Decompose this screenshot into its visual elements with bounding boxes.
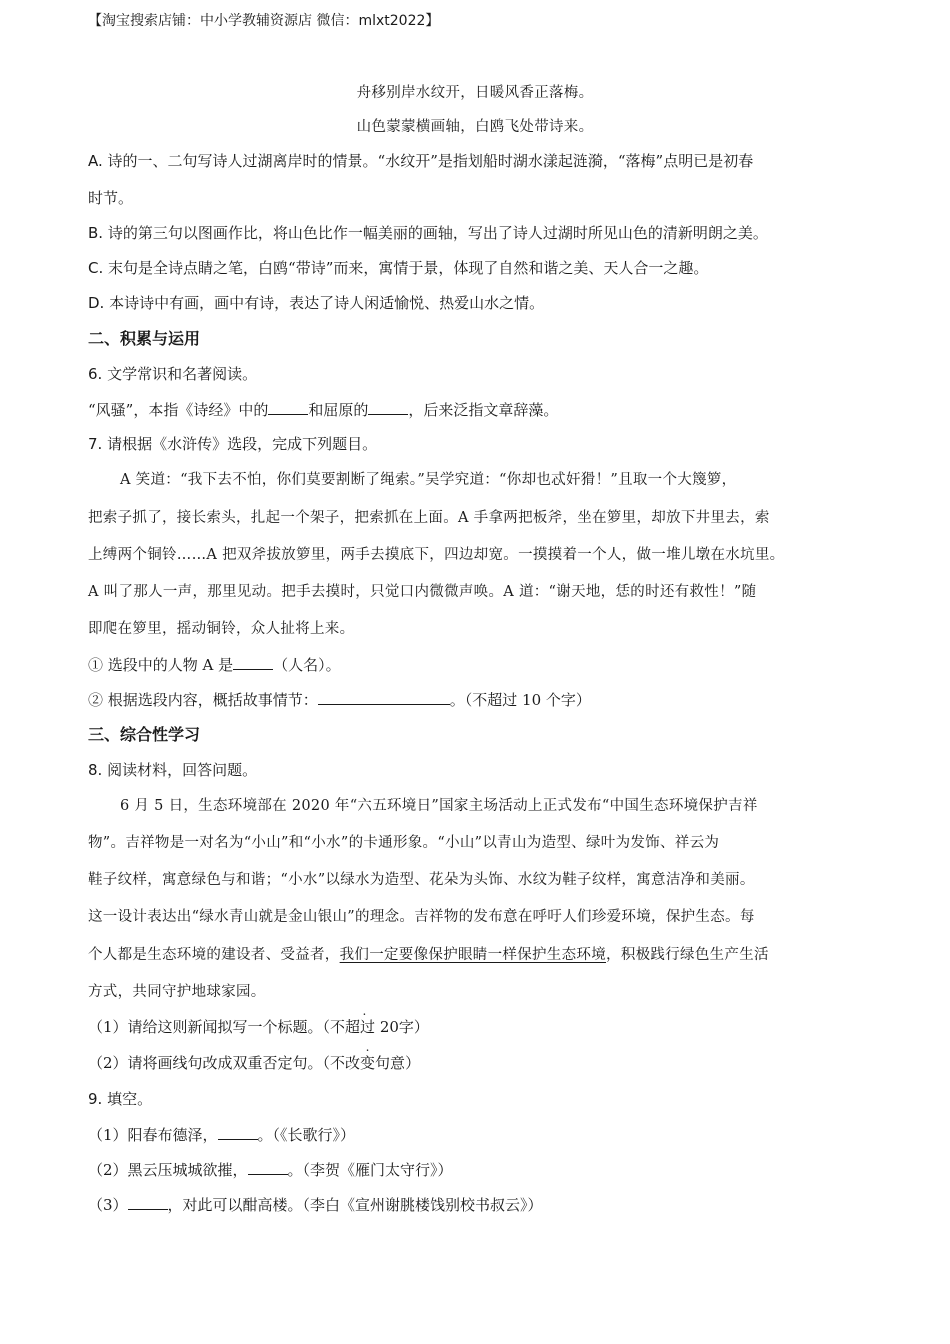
poem-line-2: 山色蒙蒙横画轴，白鸥飞处带诗来。 (356, 119, 594, 135)
q9-s3-text-a: （3） (88, 1196, 128, 1214)
section-2-title: 二、积累与运用 (88, 329, 201, 348)
q7-passage-line-3: 上缚两个铜铃……A 把双斧拔放箩里，两手去摸底下，四边却宽。一摸摸着一个人，做一堆儿墩在水坑里。 (88, 547, 785, 563)
q9-item-3 (88, 1194, 543, 1215)
q8-sub2-emphasis: . 不改变句意 (330, 1054, 405, 1072)
q6-blank-2[interactable] (368, 399, 408, 415)
q8-number: 8. (88, 761, 103, 779)
q8-title: 阅读材料，回答问题。 (107, 761, 258, 779)
q6-blank-1[interactable] (268, 399, 308, 415)
q8-sub1-text-b: 字） (398, 1018, 429, 1036)
q8-sub1-text-a: （1）请给这则新闻拟写一个标题。（ (88, 1018, 331, 1036)
option-d (88, 293, 544, 313)
option-d-label: D. (88, 294, 105, 312)
q9-item-1 (88, 1124, 355, 1145)
option-d-text: 本诗诗中有画，画中有诗，表达了诗人闲适愉悦、热爱山水之情。 (109, 294, 545, 312)
q9-s1-text-b: 。（《长歌行》） (257, 1126, 356, 1144)
q7-sub2-text-b: 。（不超过 10 个字） (449, 691, 591, 709)
option-c (88, 258, 708, 278)
poem-line-1: 舟移别岸水纹开，日暖风香正落梅。 (356, 85, 594, 101)
q9-s1-blank[interactable] (218, 1124, 258, 1140)
q7-passage-line-2: 把索子抓了，接长索头，扎起一个架子，把索抓在上面。A 手拿两把板斧，坐在箩里，却放下井里去，索 (88, 510, 770, 526)
q8-underlined-sentence: 我们一定要像保护眼睛一样保护生态环境 (339, 947, 607, 963)
shop-header: 【淘宝搜索店铺：中小学教辅资源店 微信：mlxt2022】 (88, 13, 440, 29)
q9-s2-blank[interactable] (248, 1159, 288, 1175)
q7-passage-line-4: A 叫了那人一声，那里见动。把手去摸时，只觉口内微微声唤。A 道：“谢天地，恁的时还有救性！”随 (88, 584, 757, 600)
q6-text-a: “风骚”，本指《诗经》中的 (88, 401, 269, 419)
q7-subquestion-1 (88, 654, 341, 675)
question-6 (88, 364, 257, 384)
q8-line5-text-a: 个人都是生态环境的建设者、受益者， (88, 947, 340, 963)
option-b-text: 诗的第三句以图画作比，将山色比作一幅美丽的画轴，写出了诗人过湖时所见山色的清新明朗之美。 (107, 224, 768, 242)
option-a-text-cont: 时节。 (88, 189, 134, 207)
q7-number: 7. (88, 435, 103, 453)
q9-s2-text-b: 。（李贺《雁门太守行》） (287, 1161, 453, 1179)
q8-subquestion-2 (88, 1053, 420, 1073)
q8-material-line-3: 鞋子纹样，寓意绿色与和谐；“小水”以绿水为造型、花朵为头饰、水纹为鞋子纹样，寓意洁净和美丽。 (88, 872, 755, 888)
q8-material-line-4: 这一设计表达出“绿水青山就是金山银山”的理念。吉祥物的发布意在呼吁人们珍爱环境，保护生态。每 (88, 909, 755, 925)
q7-sub2-text-a: ② 根据选段内容，概括故事情节： (88, 691, 318, 709)
q9-s3-text-b: ，对此可以酣高楼。（李白《宣州谢朓楼饯别校书叔云》） (167, 1196, 543, 1214)
q7-passage-line-1: A 笑道：“我下去不怕，你们莫要割断了绳索。”吴学究道：“你却也忒奸猾！”且取一个大篾箩， (120, 472, 737, 488)
q7-sub1-text-b: （人名）。 (273, 656, 341, 674)
option-c-label: C. (88, 259, 104, 277)
q8-material-line-2: 物”。吉祥物是一对名为“小山”和“小水”的卡通形象。“小山”以青山为造型、绿叶为发饰、祥云为 (88, 835, 720, 851)
q8-sub2-text-b: ） (405, 1054, 421, 1072)
q7-sub2-blank[interactable] (318, 689, 450, 705)
option-c-text: 末句是全诗点睛之笔，白鸥“带诗”而来，寓情于景，体现了自然和谐之美、天人合一之趣。 (108, 259, 709, 277)
option-a-text: 诗的一、二句写诗人过湖离岸时的情景。“水纹开”是指划船时湖水漾起涟漪，“落梅”点明已是初春 (107, 152, 754, 170)
q8-subquestion-1 (88, 1017, 429, 1037)
option-b-label: B. (88, 224, 104, 242)
option-a-label: A. (88, 152, 103, 170)
section-3-title: 三、综合性学习 (88, 725, 201, 744)
q7-title: 请根据《水浒传》选段，完成下列题目。 (107, 435, 378, 453)
q8-material-line-1: 6 月 5 日，生态环境部在 2020 年“六五环境日”国家主场活动上正式发布“中国生态环境保护吉祥 (120, 798, 758, 814)
q9-title: 填空。 (107, 1090, 153, 1108)
q7-sub1-text-a: ① 选段中的人物 A 是 (88, 656, 234, 674)
q7-sub1-blank[interactable] (233, 654, 273, 670)
q6-fill-line (88, 399, 558, 420)
q7-passage-line-5: 即爬在箩里，摇动铜铃，众人扯将上来。 (88, 621, 355, 637)
option-b (88, 223, 768, 243)
q8-sub1-emphasis: . 不超过 20 (330, 1018, 399, 1036)
q6-title: 文学常识和名著阅读。 (107, 365, 258, 383)
q9-s3-blank[interactable] (128, 1194, 168, 1210)
option-a (88, 151, 753, 171)
q8-material-line-5 (88, 945, 769, 965)
q7-subquestion-2 (88, 689, 591, 710)
question-8 (88, 760, 257, 780)
q9-s2-text-a: （2）黑云压城城欲摧， (88, 1161, 248, 1179)
q6-text-b: 和屈原的 (308, 401, 369, 419)
q8-sub2-text-a: （2）请将画线句改成双重否定句。（ (88, 1054, 331, 1072)
q9-number: 9. (88, 1090, 103, 1108)
q8-material-line-6: 方式，共同守护地球家园。 (88, 984, 266, 1000)
question-9 (88, 1089, 152, 1109)
q8-line5-text-b: ，积极践行绿色生产生活 (606, 947, 769, 963)
question-7 (88, 434, 377, 454)
q6-number: 6. (88, 365, 103, 383)
q9-s1-text-a: （1）阳春布德泽， (88, 1126, 218, 1144)
q9-item-2 (88, 1159, 453, 1180)
q6-text-c: ，后来泛指文章辞藻。 (408, 401, 559, 419)
